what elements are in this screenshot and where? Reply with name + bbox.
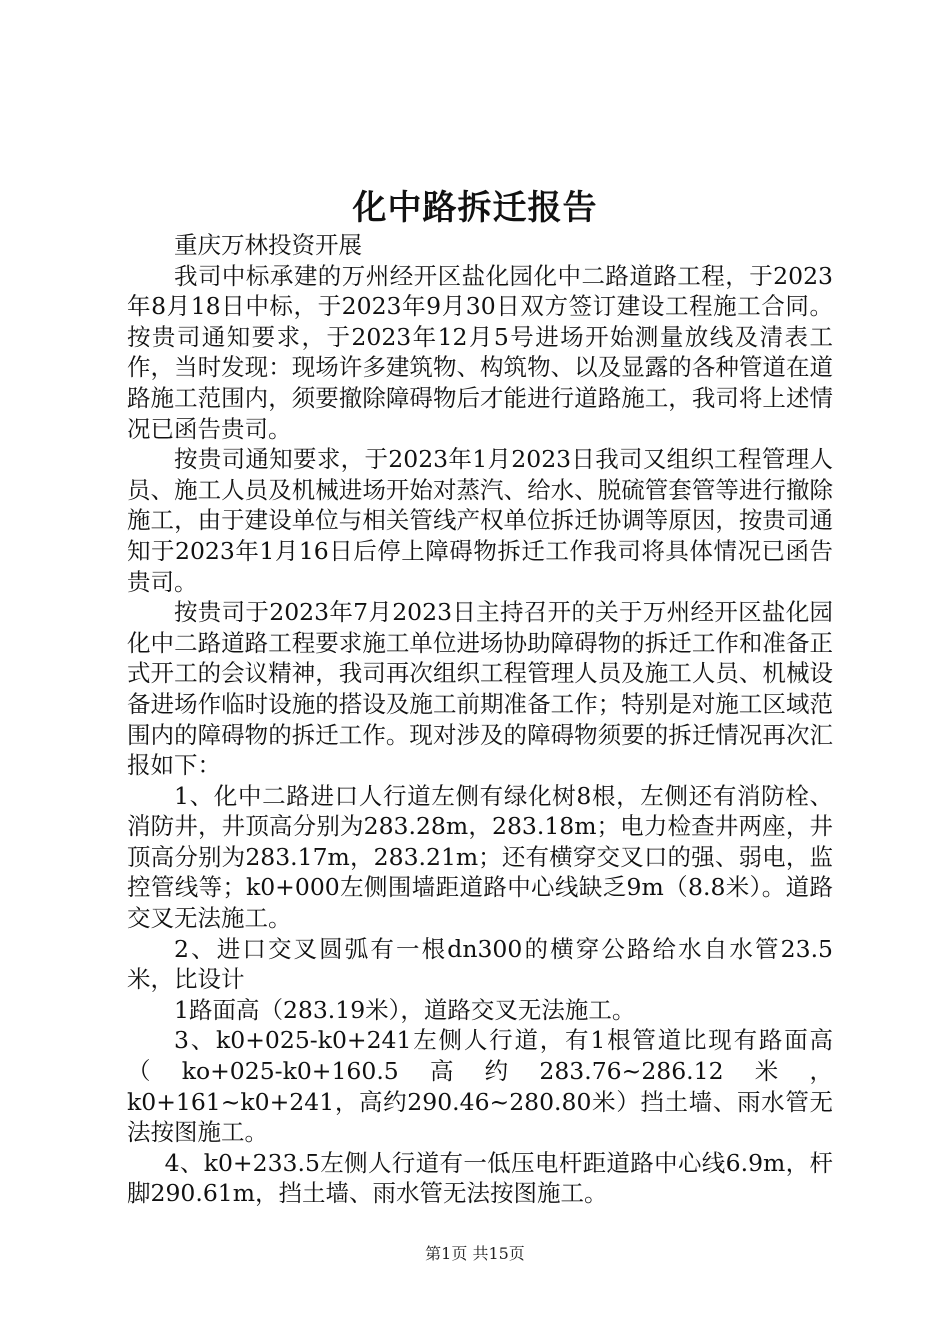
addressee-paragraph: 重庆万林投资开展 bbox=[174, 231, 362, 259]
body-paragraph: 我司中标承建的万州经开区盐化园化中二路道路工程，于2023年8月18日中标，于2023年9月30日双方签订建设工程施工合同。按贵司通知要求，于2023年12月5号进场开始测量放线及清表工作，当时发现：现场许多建筑物、构筑物、以及显露的各种管道在道路施工范围内，须要撤除障碍物后才能进行道路施工，我司将上述情况已函告贵司。 bbox=[127, 261, 833, 443]
document-body bbox=[127, 230, 833, 1209]
list-item-paragraph: 1路面高（283.19米），道路交叉无法施工。 bbox=[174, 995, 636, 1024]
list-item-paragraph: 3、k0+025-k0+241左侧人行道，有1根管道比现有路面高（ko+025-k0+160.5高约283.76~286.12米，k0+161~k0+241，高约290.46~280.80米）挡土墙、雨水管无法按图施工。 bbox=[127, 1026, 833, 1147]
list-item-paragraph: 4、k0+233.5左侧人行道有一低压电杆距道路中心线6.9m，杆脚290.61m，挡土墙、雨水管无法按图施工。 bbox=[127, 1148, 833, 1208]
list-item-paragraph: 2、进口交叉圆弧有一根dn300的横穿公路给水自水管23.5米，比设计 bbox=[127, 934, 833, 994]
body-paragraph: 按贵司于2023年7月2023日主持召开的关于万州经开区盐化园化中二路道路工程要求施工单位进场协助障碍物的拆迁工作和准备正式开工的会议精神，我司再次组织工程管理人员及施工人员、机械设备进场作临时设施的搭设及施工前期准备工作；特别是对施工区域范围内的障碍物的拆迁工作。现对涉及的障碍物须要的拆迁情况再次汇报如下： bbox=[127, 598, 833, 780]
list-item-paragraph: 1、化中二路进口人行道左侧有绿化树8根，左侧还有消防栓、消防井，井顶高分别为283.28m，283.18m；电力检查井两座，井顶高分别为283.17m，283.21m；还有横穿交叉口的强、弱电，监控管线等；k0+000左侧围墙距道路中心线缺乏9m（8.8米）。道路交叉无法施工。 bbox=[127, 781, 833, 933]
document-title: 化中路拆迁报告 bbox=[352, 188, 598, 228]
body-paragraph: 按贵司通知要求，于2023年1月2023日我司又组织工程管理人员、施工人员及机械进场开始对蒸汽、给水、脱硫管套管等进行撤除施工，由于建设单位与相关管线产权单位拆迁协调等原因，按贵司通知于2023年1月16日后停上障碍物拆迁工作我司将具体情况已函告贵司。 bbox=[127, 445, 833, 596]
page-number-footer: 第1页 共15页 bbox=[425, 1244, 525, 1263]
